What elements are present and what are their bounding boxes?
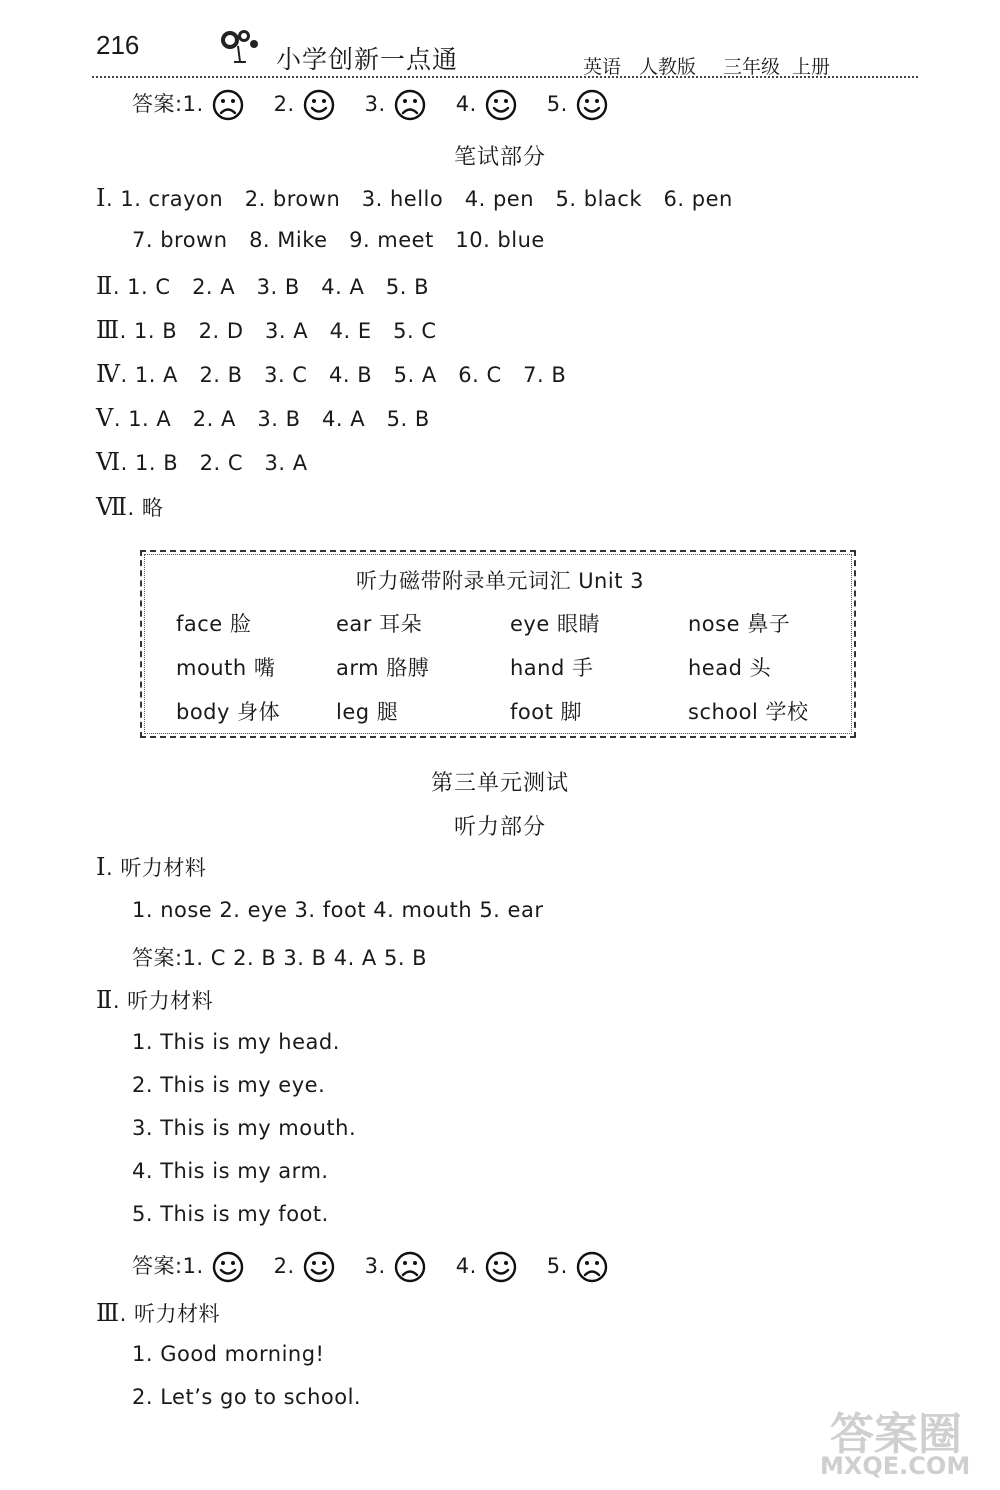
written-answer-row [132,228,545,252]
roman-numeral: Ⅲ [96,316,120,344]
roman-numeral: Ⅱ [96,272,113,300]
roman-numeral: Ⅳ [96,360,121,388]
top-answer-number: 3. [364,92,386,116]
written-answer-row [96,272,429,300]
part3-sentence: 2. Let’s go to school. [132,1385,362,1409]
smiley-face-icon [485,89,517,121]
vocab-word: school 学校 [688,700,809,724]
unit3-test-title: 第三单元测试 [430,771,569,796]
smiley-face-icon [212,1251,244,1283]
vocab-word: foot 脚 [510,700,582,724]
part1-label: . 听力材料 [105,856,207,880]
sad-face-icon [394,1251,426,1283]
answer-label: 答案: [132,92,183,116]
grade-label: 三年级 [723,56,781,78]
part2-answer-number: 1. [182,1254,204,1278]
answer-text: . 1. C 2. A 3. B 4. A 5. B [112,275,430,299]
vocab-word: body 身体 [176,700,281,724]
part2-answer-number: 5. [546,1254,568,1278]
part1-answer: 答案:1. C 2. B 3. B 4. A 5. B [132,946,428,970]
top-answer-number: 5. [546,92,568,116]
edition-label: 人教版 [639,56,697,78]
smiley-face-icon [303,89,335,121]
roman-numeral: Ⅵ [96,448,121,476]
part2-answer-number: 2. [273,1254,295,1278]
part3-roman: Ⅲ [96,1299,120,1327]
answer-text: . 1. A 2. B 3. C 4. B 5. A 6. C 7. B [120,363,567,387]
answer-text: . 1. B 2. D 3. A 4. E 5. C [119,319,437,343]
top-answer-row [132,88,608,121]
part3-label: . 听力材料 [119,1302,221,1326]
vocab-word: hand 手 [510,656,594,680]
answer-text: 7. brown 8. Mike 9. meet 10. blue [132,228,545,252]
roman-numeral: Ⅰ [96,184,106,212]
smiley-face-icon [576,89,608,121]
vocab-box-title: 听力磁带附录单元词汇 Unit 3 [356,569,644,593]
top-answer-number: 4. [455,92,477,116]
written-answer-row [96,404,430,432]
vocab-word: nose 鼻子 [688,612,791,636]
vocab-word: head 头 [688,656,772,680]
part2-sentence: 1. This is my head. [132,1030,340,1054]
smiley-face-icon [485,1251,517,1283]
sad-face-icon [212,89,244,121]
part2-sentence: 3. This is my mouth. [132,1116,357,1140]
watermark-logo: 答案圈 [830,1409,962,1460]
vocab-word: eye 眼睛 [510,612,600,636]
volume-label: 上册 [792,56,831,78]
written-answer-row [96,184,733,212]
part2-sentence: 2. This is my eye. [132,1073,326,1097]
part2-sentence: 4. This is my arm. [132,1159,329,1183]
part2-sentence: 5. This is my foot. [132,1202,329,1226]
mascot-icon [210,22,266,70]
written-answer-row [96,448,308,476]
header-divider [92,76,918,78]
part1-roman: Ⅰ [96,853,106,881]
part2-roman: Ⅱ [96,986,113,1014]
sad-face-icon [394,89,426,121]
vocab-word: mouth 嘴 [176,656,276,680]
vocab-word: leg 腿 [336,700,399,724]
part3-sentence: 1. Good morning! [132,1342,325,1366]
written-answer-row [96,492,163,522]
book-title: 小学创新一点通 [276,45,459,74]
top-answer-number: 1. [182,92,204,116]
written-answer-row [96,316,437,344]
page-number: 216 [96,30,140,60]
part2-answer-number: 3. [364,1254,386,1278]
written-answer-row [96,360,566,388]
subject-label: 英语 [583,56,622,78]
smiley-face-icon [303,1251,335,1283]
answer-text: . 1. A 2. A 3. B 4. A 5. B [113,407,430,431]
part2-heading [96,985,213,1015]
part2-answer-number: 4. [455,1254,477,1278]
part2-answer-row [132,1250,608,1283]
watermark-url: MXQE.COM [820,1452,971,1480]
part1-heading [96,852,206,882]
answer-text: . 略 [127,496,164,520]
part2-label: . 听力材料 [112,989,214,1013]
answer-text: . 1. crayon 2. brown 3. hello 4. pen 5. black 6. pen [105,187,733,211]
answer-text: . 1. B 2. C 3. A [120,451,308,475]
vocab-word: face 脸 [176,612,252,636]
sad-face-icon [576,1251,608,1283]
part1-material: 1. nose 2. eye 3. foot 4. mouth 5. ear [132,898,544,922]
part3-heading [96,1298,220,1328]
written-section-title: 笔试部分 [453,145,546,170]
top-answer-number: 2. [273,92,295,116]
roman-numeral: Ⅶ [96,493,128,521]
vocab-word: ear 耳朵 [336,612,423,636]
listening-section-title: 听力部分 [453,815,546,840]
roman-numeral: Ⅴ [96,404,114,432]
part2-answer-label: 答案: [132,1254,183,1278]
vocab-word: arm 胳膊 [336,656,430,680]
